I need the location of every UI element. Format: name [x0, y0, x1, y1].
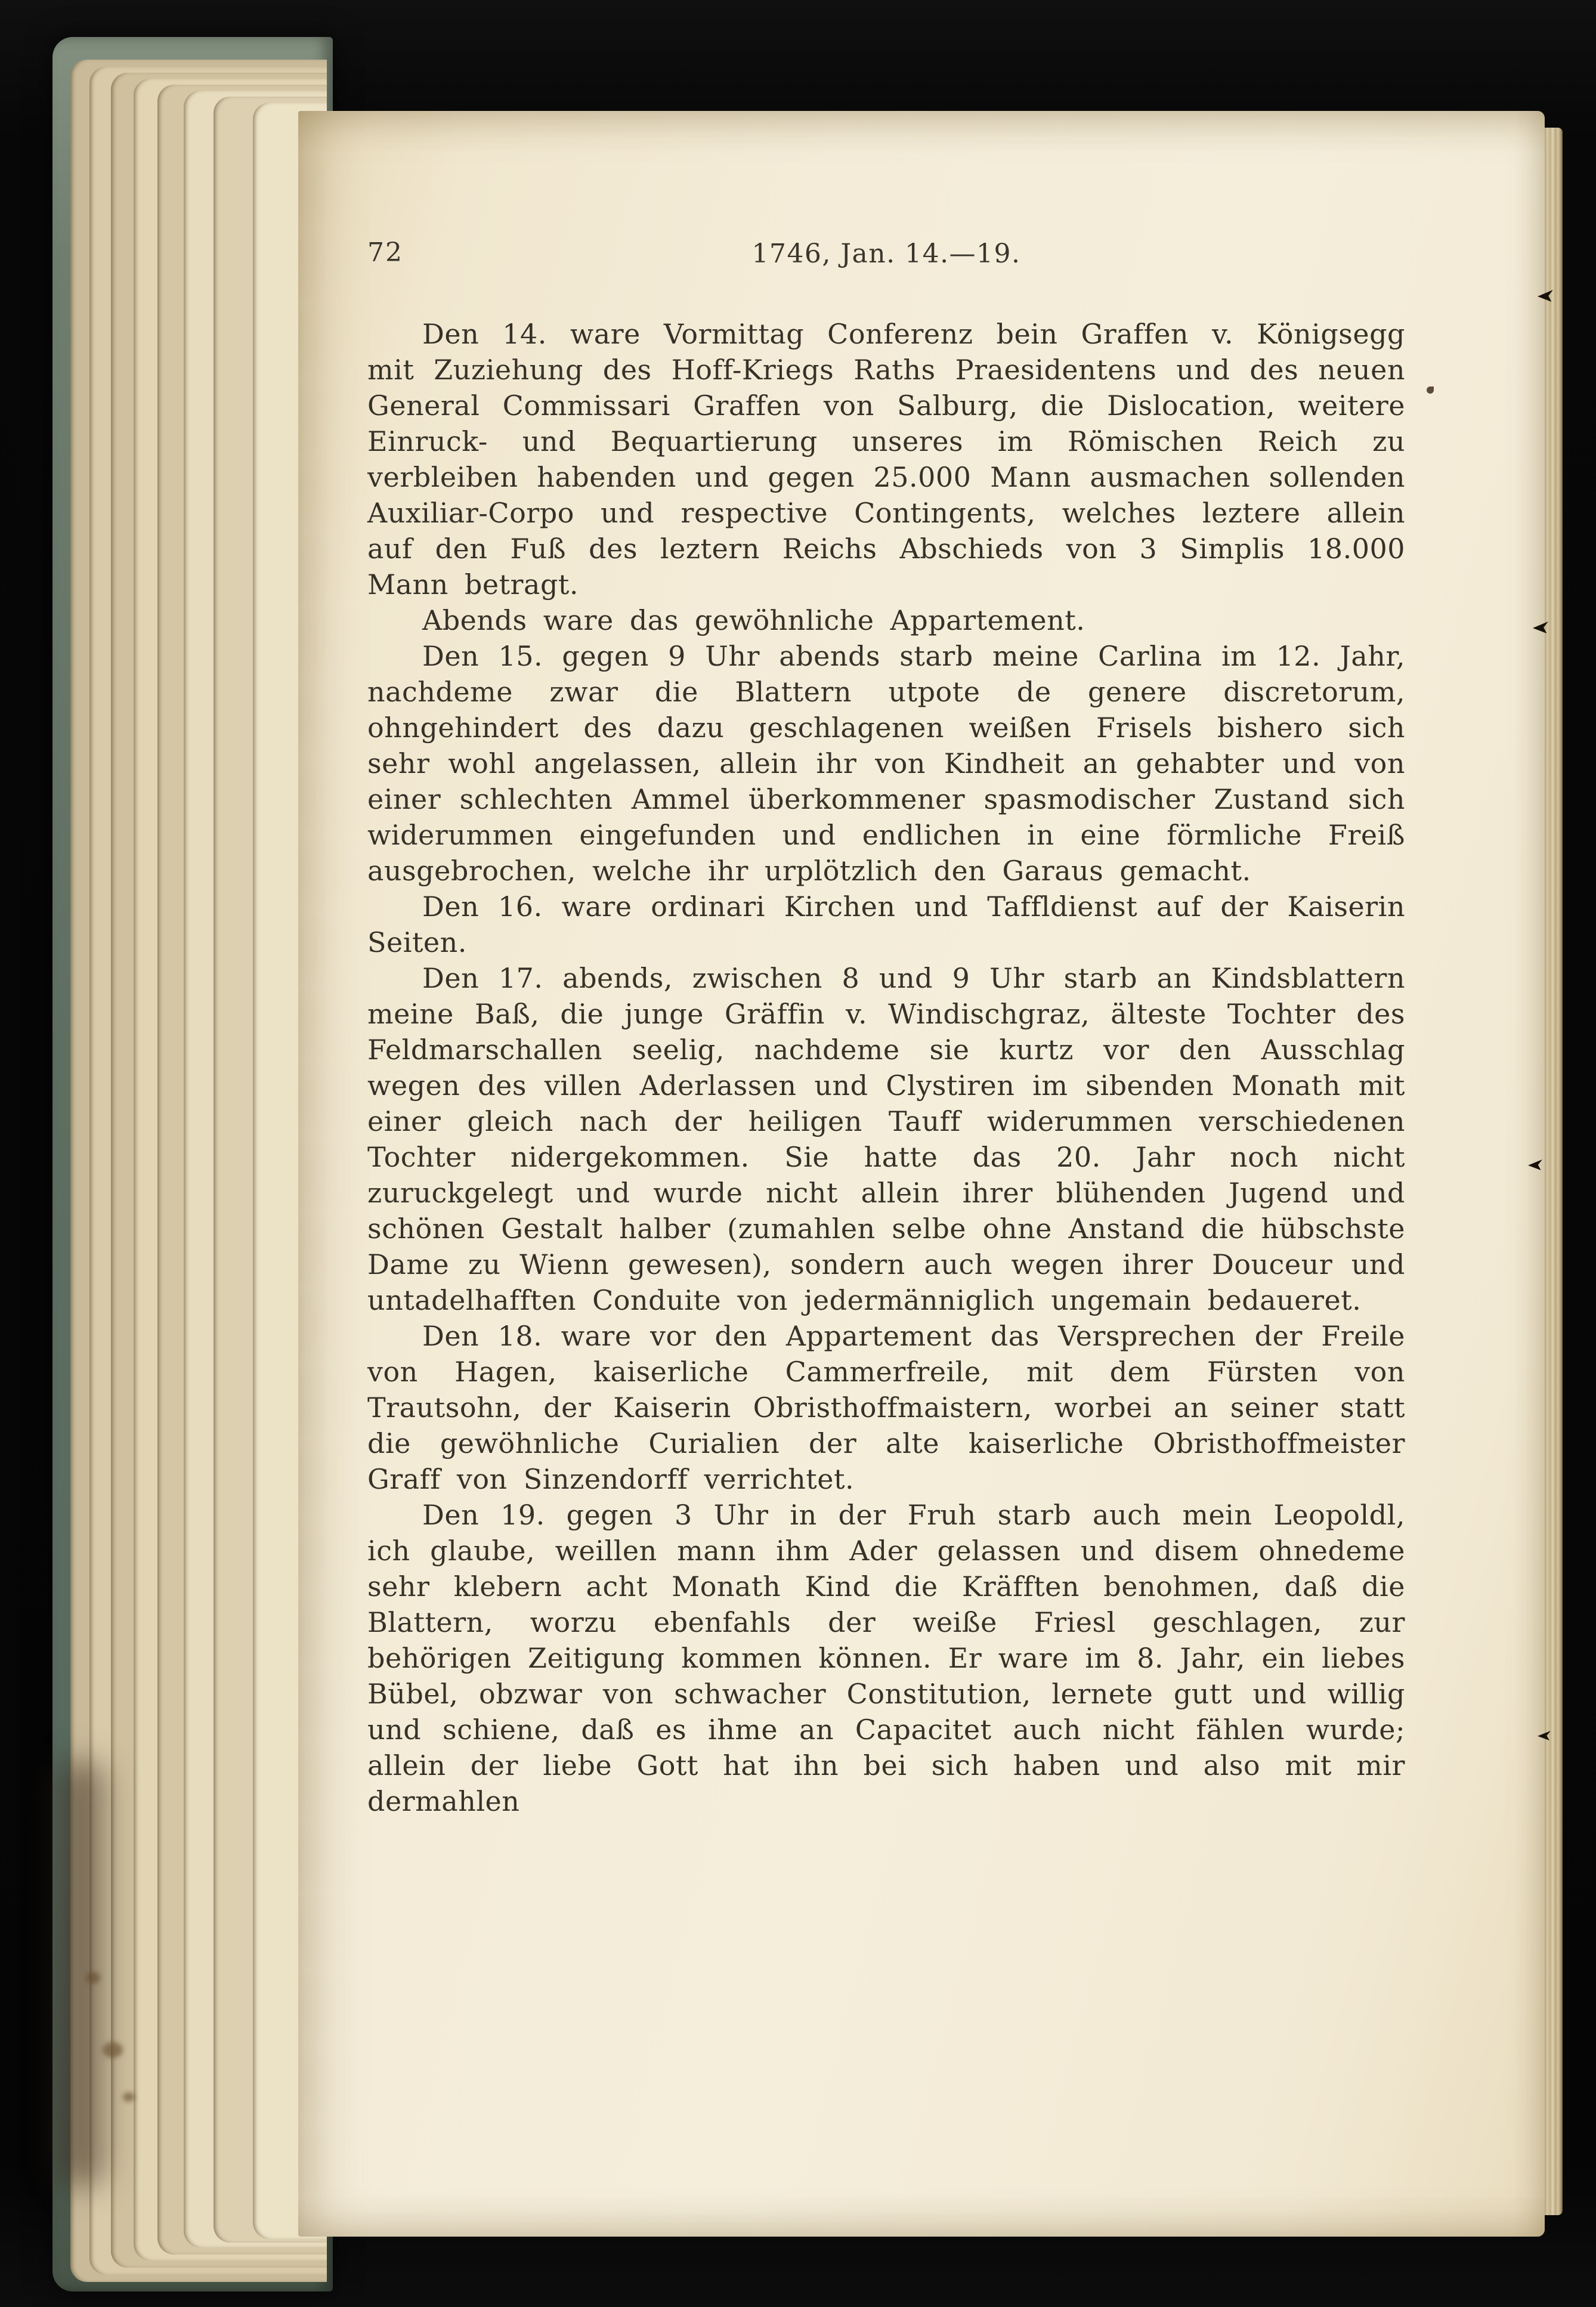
ink-speck: [1427, 386, 1434, 394]
stain: [103, 2042, 123, 2058]
text-block: [367, 316, 1405, 1819]
body-paragraph: Den 19. gegen 3 Uhr in der Fruh starb auch mein Leopoldl, ich glaube, weillen mann ihm Ader gelassen und disem ohnedeme sehr klebern acht Monath Kind die Kräfften benohmen, daß die Blattern, worzu ebenfahls der weiße Friesl geschlagen, zur behörigen Zeitigung kommen können. Er ware im 8. Jahr, ein liebes Bübel, obzwar von schwacher Constitution, lernete gutt und willig und schiene, daß es ihme an Capacitet auch nicht fählen wurde; allein der liebe Gott hat ihn bei sich haben und also mit mir dermahlen: [367, 1499, 1405, 1817]
body-paragraph: Den 16. ware ordinari Kirchen und Taffldienst auf der Kaiserin Seiten.: [367, 890, 1405, 958]
stain: [123, 2092, 135, 2102]
body-paragraph: Den 18. ware vor den Appartement das Versprechen der Freile von Hagen, kaiserliche Cammerfreile, mit dem Fürsten von Trautsohn, der Kaiserin Obristhoffmaistern, worbei an seiner statt die gewöhnliche Curialien der alte kaiserliche Obristhoffmeister Graff von Sinzendorff verrichtet.: [367, 1320, 1405, 1495]
running-header: 1746, Jan. 14.—19.: [751, 239, 1021, 269]
page-number: 72: [367, 237, 403, 268]
page-right-edges: [1545, 128, 1563, 2215]
book-page: [298, 111, 1545, 2237]
stain: [86, 1972, 100, 1984]
body-paragraph: Den 14. ware Vormittag Conferenz bein Graffen v. Königsegg mit Zuziehung des Hoff-Kriegs Raths Praesidentens und des neuen General Commissari Graffen von Salburg, die Dislocation, weitere Einruck- und Bequartierung unseres im Römischen Reich zu verbleiben habenden und gegen 25.000 Mann ausmachen sollenden Auxiliar-Corpo und respective Contingents, welches leztere allein auf den Fuß des leztern Reichs Abschieds von 3 Simplis 18.000 Mann betragt.: [367, 318, 1405, 601]
body-paragraph: Den 17. abends, zwischen 8 und 9 Uhr starb an Kindsblattern meine Baß, die junge Gräffin v. Windischgraz, älteste Tochter des Feldmarschallen seelig, nachdeme sie kurtz vor den Ausschlag wegen des villen Aderlassen und Clystiren im sibenden Monath mit einer gleich nach der heiligen Tauff widerummen verschiedenen Tochter nidergekommen. Sie hatte das 20. Jahr noch nicht zuruckgelegt und wurde nicht allein ihrer blühenden Jugend und schönen Gestalt halber (zumahlen selbe ohne Anstand die hübschste Dame zu Wienn gewesen), sondern auch wegen ihrer Douceur und untadelhafften Conduite von jedermänniglich ungemain bedaueret.: [367, 962, 1405, 1316]
body-paragraph: Abends ware das gewöhnliche Appartement.: [422, 604, 1085, 636]
body-paragraph: Den 15. gegen 9 Uhr abends starb meine Carlina im 12. Jahr, nachdeme zwar die Blattern utpote de genere discretorum, ohngehindert des dazu geschlagenen weißen Frisels bishero sich sehr wohl angelassen, allein ihr von Kindheit an gehabter und von einer schlechten Ammel überkommener spasmodischer Zustand sich widerummen eingefunden und endlichen in eine förmliche Freiß ausgebrochen, welche ihr urplötzlich den Garaus gemacht.: [367, 640, 1405, 887]
